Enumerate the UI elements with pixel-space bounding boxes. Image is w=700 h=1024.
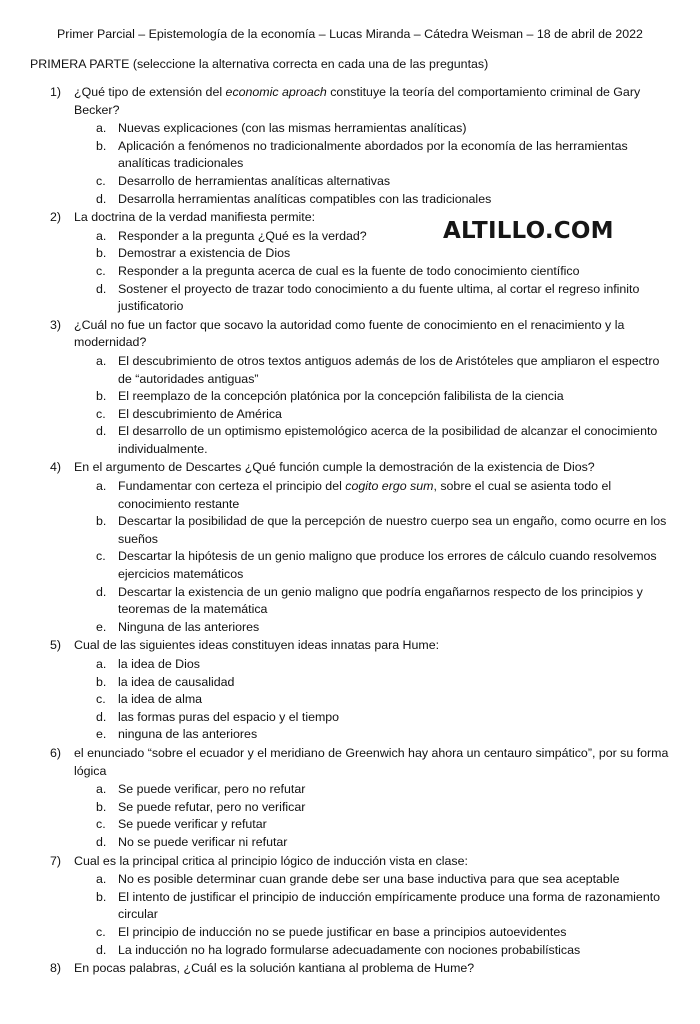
question-text: [74, 318, 624, 350]
option-d: [74, 191, 686, 209]
question-text: [74, 854, 468, 868]
option-list: [74, 353, 686, 459]
option-a: [74, 656, 686, 674]
option-text: Ninguna de las anteriores: [118, 619, 260, 634]
option-text: [118, 479, 611, 511]
option-letter: a.: [96, 121, 107, 136]
option-letter: b.: [96, 138, 107, 153]
section-title: PRIMERA PARTE (seleccione la alternativa correcta en cada una de las preguntas): [30, 57, 489, 71]
question-5: [0, 637, 700, 744]
text-span: La doctrina de la verdad manifiesta permite:: [74, 210, 316, 225]
option-text: Descartar la existencia de un genio maligno que podría engañarnos respecto de los principios y teoremas de la matemática: [118, 584, 643, 617]
option-letter: d.: [96, 942, 107, 957]
question-text: [74, 210, 315, 224]
option-letter: d.: [96, 281, 107, 296]
question-number: 5): [50, 638, 62, 653]
option-c: [74, 816, 686, 834]
option-a: [74, 478, 686, 513]
option-letter: a.: [96, 228, 107, 243]
option-text: Nuevas explicaciones (con las mismas herramientas analíticas): [118, 121, 467, 136]
watermark-logo: ALTILLO.COM: [443, 218, 614, 244]
option-text: El principio de inducción no se puede justificar en base a principios autoevidentes: [118, 924, 567, 939]
option-text: Aplicación a fenómenos no tradicionalmente abordados por la economía de las herramientas analíticas tradicionales: [118, 138, 628, 171]
option-letter: a.: [96, 782, 107, 797]
option-letter: d.: [96, 424, 107, 439]
option-letter: c.: [96, 263, 106, 278]
option-text: Se puede verificar y refutar: [118, 817, 267, 832]
option-text: No se puede verificar ni refutar: [118, 834, 288, 849]
question-number: 6): [50, 745, 62, 760]
option-a: [74, 353, 686, 388]
option-list: [74, 871, 686, 959]
option-letter: c.: [96, 173, 106, 188]
option-letter: c.: [96, 549, 106, 564]
option-b: [74, 799, 686, 817]
option-b: [74, 674, 686, 692]
text-span: Cual es la principal critica al principio lógico de inducción vista en clase:: [74, 853, 468, 868]
option-text: la idea de alma: [118, 692, 203, 707]
option-d: [74, 423, 686, 458]
option-text: La inducción no ha logrado formularse adecuadamente con nociones probabilísticas: [118, 942, 581, 957]
option-a: [74, 871, 686, 889]
question-4: [0, 459, 700, 636]
option-c: [74, 548, 686, 583]
question-number: 3): [50, 317, 62, 332]
option-letter: d.: [96, 191, 107, 206]
text-span: el enunciado “sobre el ecuador y el meridiano de Greenwich hay ahora un centauro simpático”, por su forma lógica: [74, 745, 669, 778]
option-text: El descubrimiento de otros textos antiguos además de los de Aristóteles que ampliaron el espectro de “autoridades antiguas”: [118, 353, 660, 386]
option-b: [74, 138, 686, 173]
text-span: ¿Cuál no fue un factor que socavo la autoridad como fuente de conocimiento en el renacimiento y la modernidad?: [74, 317, 625, 350]
option-text: Responder a la pregunta ¿Qué es la verdad?: [118, 228, 367, 243]
option-text: El reemplazo de la concepción platónica por la concepción falibilista de la ciencia: [118, 389, 564, 404]
question-text: [74, 638, 439, 652]
option-b: [74, 513, 686, 548]
option-a: [74, 120, 686, 138]
option-letter: a.: [96, 872, 107, 887]
option-text: Sostener el proyecto de trazar todo conocimiento a du fuente ultima, al cortar el regreso infinito justificatorio: [118, 281, 640, 314]
text-span: ¿Qué tipo de extensión del: [74, 85, 226, 99]
option-letter: d.: [96, 584, 107, 599]
option-text: Se puede refutar, pero no verificar: [118, 799, 306, 814]
question-3: [0, 317, 700, 459]
text-span: Fundamentar con certeza el principio del: [118, 479, 346, 494]
option-d: [74, 834, 686, 852]
option-c: [74, 691, 686, 709]
italic-term: cogito ergo sum: [345, 479, 434, 494]
option-c: [74, 173, 686, 191]
question-number: 4): [50, 460, 62, 475]
option-text: Se puede verificar, pero no refutar: [118, 782, 306, 797]
option-text: Descartar la hipótesis de un genio maligno que produce los errores de cálculo cuando resolvemos ejercicios matemáticos: [118, 549, 657, 582]
text-span: constituye la teoría del comportamiento criminal de Gary Becker?: [74, 85, 641, 117]
option-list: [74, 478, 686, 636]
option-letter: b.: [96, 246, 107, 261]
option-letter: e.: [96, 727, 107, 742]
option-list: [74, 120, 686, 208]
option-e: [74, 726, 686, 744]
option-letter: b.: [96, 889, 107, 904]
option-letter: b.: [96, 799, 107, 814]
option-e: [74, 619, 686, 637]
question-8: [0, 960, 700, 978]
text-span: Cual de las siguientes ideas constituyen ideas innatas para Hume:: [74, 638, 440, 653]
question-text: [74, 746, 668, 778]
option-text: las formas puras del espacio y el tiempo: [118, 709, 340, 724]
option-d: [74, 709, 686, 727]
option-letter: a.: [96, 353, 107, 368]
option-letter: b.: [96, 514, 107, 529]
option-a: [74, 781, 686, 799]
question-6: [0, 745, 700, 852]
option-letter: d.: [96, 709, 107, 724]
option-c: [74, 406, 686, 424]
option-text: No es posible determinar cuan grande debe ser una base inductiva para que sea aceptable: [118, 872, 620, 887]
option-letter: b.: [96, 389, 107, 404]
text-span: , sobre el cual se asienta todo el conocimiento restante: [118, 479, 612, 511]
option-letter: a.: [96, 479, 107, 494]
option-letter: c.: [96, 817, 106, 832]
option-text: El desarrollo de un optimismo epistemológico acerca de la posibilidad de alcanzar el conocimiento individualmente.: [118, 424, 658, 456]
italic-term: economic aproach: [225, 85, 327, 99]
question-text: [74, 961, 474, 975]
option-letter: c.: [96, 924, 106, 939]
option-letter: c.: [96, 406, 106, 421]
question-1: [0, 84, 700, 208]
option-letter: c.: [96, 692, 106, 707]
option-d: [74, 281, 686, 316]
option-text: El intento de justificar el principio de inducción empíricamente produce una forma de razonamiento circular: [118, 889, 661, 922]
question-text: [74, 460, 595, 474]
option-b: [74, 889, 686, 924]
question-number: 8): [50, 961, 62, 976]
question-number: 2): [50, 210, 62, 225]
option-text: Descartar la posibilidad de que la percepción de nuestro cuerpo sea un engaño, como ocurre en los sueños: [118, 514, 667, 546]
option-letter: d.: [96, 834, 107, 849]
question-number: 1): [50, 85, 62, 99]
option-b: [74, 388, 686, 406]
question-text: [74, 85, 640, 117]
question-7: [0, 853, 700, 960]
question-number: 7): [50, 853, 62, 868]
text-span: En pocas palabras, ¿Cuál es la solución kantiana al problema de Hume?: [74, 961, 475, 976]
option-letter: a.: [96, 657, 107, 671]
option-text: Desarrollo de herramientas analíticas alternativas: [118, 173, 391, 188]
option-b: [74, 245, 686, 263]
option-text: la idea de causalidad: [118, 674, 235, 689]
option-c: [74, 924, 686, 942]
option-d: [74, 942, 686, 960]
option-d: [74, 584, 686, 619]
option-text: Responder a la pregunta acerca de cual es la fuente de todo conocimiento científico: [118, 263, 580, 278]
option-text: la idea de Dios: [118, 657, 200, 671]
option-list: [74, 781, 686, 851]
option-list: [74, 656, 686, 744]
option-text: Desarrolla herramientas analíticas compatibles con las tradicionales: [118, 191, 492, 206]
option-text: Demostrar a existencia de Dios: [118, 246, 291, 261]
option-letter: b.: [96, 674, 107, 689]
option-c: [74, 263, 686, 281]
option-letter: e.: [96, 619, 107, 634]
text-span: En el argumento de Descartes ¿Qué función cumple la demostración de la existencia de Dios?: [74, 460, 595, 475]
option-text: El descubrimiento de América: [118, 406, 282, 421]
option-text: ninguna de las anteriores: [118, 727, 258, 742]
exam-header: Primer Parcial – Epistemología de la economía – Lucas Miranda – Cátedra Weisman – 18 de abril de 2022: [57, 27, 643, 41]
